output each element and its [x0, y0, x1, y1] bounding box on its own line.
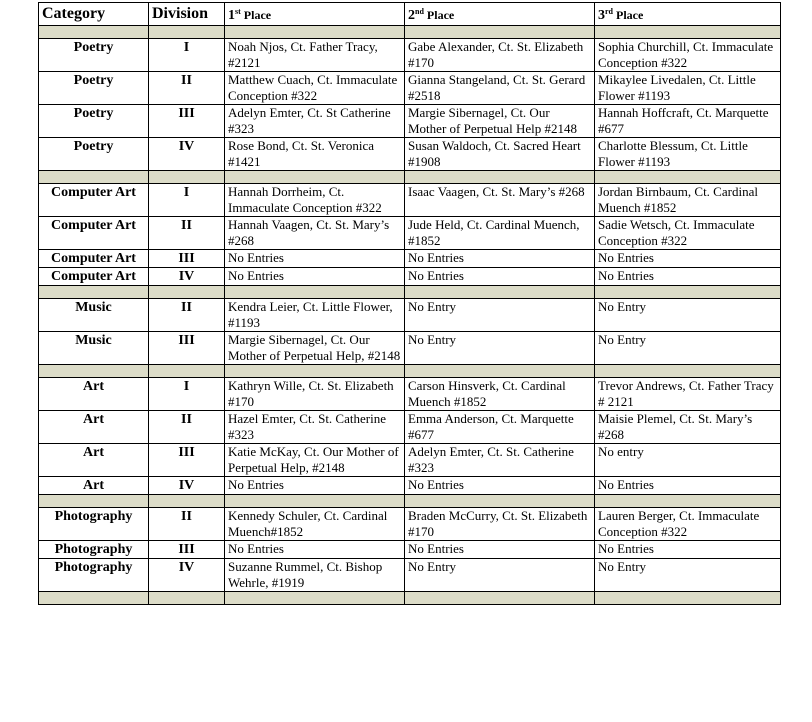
division-cell: II: [149, 508, 225, 541]
table-row: [39, 378, 781, 411]
division-cell: I: [149, 39, 225, 72]
table-row: [39, 138, 781, 171]
second-place-cell: Isaac Vaagen, Ct. St. Mary’s #268: [405, 184, 595, 217]
second-place-cell: Adelyn Emter, Ct. St. Catherine #323: [405, 444, 595, 477]
category-cell: Poetry: [39, 105, 149, 138]
third-place-cell: No Entries: [595, 541, 781, 559]
separator-cell: [225, 365, 405, 378]
header-third-sup: rd: [605, 7, 613, 16]
category-cell: Computer Art: [39, 250, 149, 268]
division-cell: II: [149, 411, 225, 444]
separator-cell: [149, 171, 225, 184]
division-cell: IV: [149, 268, 225, 286]
separator-cell: [405, 592, 595, 605]
separator-cell: [225, 495, 405, 508]
second-place-cell: Margie Sibernagel, Ct. Our Mother of Perpetual Help #2148: [405, 105, 595, 138]
first-place-cell: Kathryn Wille, Ct. St. Elizabeth #170: [225, 378, 405, 411]
table-row: [39, 411, 781, 444]
third-place-cell: Maisie Plemel, Ct. St. Mary’s #268: [595, 411, 781, 444]
second-place-cell: Gabe Alexander, Ct. St. Elizabeth #170: [405, 39, 595, 72]
second-place-cell: No Entries: [405, 250, 595, 268]
separator-cell: [225, 26, 405, 39]
second-place-cell: Jude Held, Ct. Cardinal Muench, #1852: [405, 217, 595, 250]
table-row: [39, 105, 781, 138]
table-row: [39, 72, 781, 105]
table-row: [39, 299, 781, 332]
second-place-cell: Susan Waldoch, Ct. Sacred Heart #1908: [405, 138, 595, 171]
category-cell: Poetry: [39, 39, 149, 72]
second-place-cell: No Entries: [405, 541, 595, 559]
division-cell: II: [149, 299, 225, 332]
separator-cell: [149, 592, 225, 605]
separator-cell: [595, 171, 781, 184]
separator-cell: [405, 171, 595, 184]
header-first-sup: st: [235, 7, 241, 16]
second-place-cell: Carson Hinsverk, Ct. Cardinal Muench #1852: [405, 378, 595, 411]
header-first-rest: Place: [240, 8, 272, 22]
third-place-cell: No Entry: [595, 559, 781, 592]
table-row: [39, 559, 781, 592]
first-place-cell: Noah Njos, Ct. Father Tracy, #2121: [225, 39, 405, 72]
second-place-cell: Emma Anderson, Ct. Marquette #677: [405, 411, 595, 444]
category-cell: Music: [39, 299, 149, 332]
category-cell: Art: [39, 444, 149, 477]
table-body: [39, 26, 781, 605]
third-place-cell: No Entries: [595, 268, 781, 286]
separator-cell: [595, 495, 781, 508]
separator-cell: [405, 495, 595, 508]
division-cell: III: [149, 332, 225, 365]
header-first-place: [225, 3, 405, 26]
third-place-cell: Jordan Birnbaum, Ct. Cardinal Muench #1852: [595, 184, 781, 217]
header-third-num: 3: [598, 8, 605, 23]
second-place-cell: No Entries: [405, 268, 595, 286]
third-place-cell: No Entries: [595, 250, 781, 268]
third-place-cell: Lauren Berger, Ct. Immaculate Conception #322: [595, 508, 781, 541]
separator-cell: [405, 286, 595, 299]
separator-cell: [149, 286, 225, 299]
third-place-cell: Sadie Wetsch, Ct. Immaculate Conception #322: [595, 217, 781, 250]
header-third-place: [595, 3, 781, 26]
header-second-rest: Place: [423, 8, 455, 22]
division-cell: II: [149, 217, 225, 250]
header-third-rest: Place: [613, 8, 644, 22]
division-cell: IV: [149, 477, 225, 495]
category-cell: Photography: [39, 541, 149, 559]
first-place-cell: Kennedy Schuler, Ct. Cardinal Muench#1852: [225, 508, 405, 541]
separator-cell: [39, 495, 149, 508]
division-cell: IV: [149, 559, 225, 592]
group-separator-row: [39, 171, 781, 184]
first-place-cell: Hazel Emter, Ct. St. Catherine #323: [225, 411, 405, 444]
table-row: [39, 268, 781, 286]
category-cell: Art: [39, 411, 149, 444]
third-place-cell: Hannah Hoffcraft, Ct. Marquette #677: [595, 105, 781, 138]
category-cell: Music: [39, 332, 149, 365]
separator-cell: [405, 26, 595, 39]
first-place-cell: Matthew Cuach, Ct. Immaculate Conception #322: [225, 72, 405, 105]
division-cell: II: [149, 72, 225, 105]
second-place-cell: No Entry: [405, 559, 595, 592]
header-row: [39, 3, 781, 26]
table-row: [39, 217, 781, 250]
separator-cell: [39, 365, 149, 378]
third-place-cell: No Entries: [595, 477, 781, 495]
table-row: [39, 332, 781, 365]
category-cell: Art: [39, 477, 149, 495]
header-division: Division: [149, 3, 225, 26]
category-cell: Poetry: [39, 72, 149, 105]
results-table: [38, 2, 781, 605]
third-place-cell: No Entry: [595, 332, 781, 365]
header-first-num: 1: [228, 8, 235, 23]
category-cell: Computer Art: [39, 184, 149, 217]
category-cell: Computer Art: [39, 217, 149, 250]
separator-cell: [595, 286, 781, 299]
first-place-cell: Hannah Vaagen, Ct. St. Mary’s #268: [225, 217, 405, 250]
separator-cell: [595, 26, 781, 39]
first-place-cell: Rose Bond, Ct. St. Veronica #1421: [225, 138, 405, 171]
separator-cell: [149, 495, 225, 508]
separator-cell: [39, 171, 149, 184]
separator-cell: [595, 365, 781, 378]
second-place-cell: Braden McCurry, Ct. St. Elizabeth #170: [405, 508, 595, 541]
first-place-cell: Margie Sibernagel, Ct. Our Mother of Perpetual Help, #2148: [225, 332, 405, 365]
category-cell: Computer Art: [39, 268, 149, 286]
separator-cell: [39, 26, 149, 39]
division-cell: III: [149, 250, 225, 268]
separator-cell: [595, 592, 781, 605]
group-separator-row: [39, 365, 781, 378]
category-cell: Poetry: [39, 138, 149, 171]
third-place-cell: Sophia Churchill, Ct. Immaculate Conception #322: [595, 39, 781, 72]
first-place-cell: Adelyn Emter, Ct. St Catherine #323: [225, 105, 405, 138]
division-cell: I: [149, 378, 225, 411]
header-second-sup: nd: [415, 7, 424, 16]
first-place-cell: Kendra Leier, Ct. Little Flower, #1193: [225, 299, 405, 332]
third-place-cell: Charlotte Blessum, Ct. Little Flower #1193: [595, 138, 781, 171]
division-cell: III: [149, 541, 225, 559]
separator-cell: [225, 592, 405, 605]
group-separator-row: [39, 592, 781, 605]
second-place-cell: Gianna Stangeland, Ct. St. Gerard #2518: [405, 72, 595, 105]
header-second-place: [405, 3, 595, 26]
category-cell: Photography: [39, 508, 149, 541]
separator-cell: [149, 26, 225, 39]
table-row: [39, 250, 781, 268]
table-row: [39, 184, 781, 217]
table-row: [39, 508, 781, 541]
group-separator-row: [39, 286, 781, 299]
separator-cell: [39, 592, 149, 605]
table-row: [39, 541, 781, 559]
third-place-cell: Mikaylee Livedalen, Ct. Little Flower #1193: [595, 72, 781, 105]
second-place-cell: No Entry: [405, 299, 595, 332]
division-cell: IV: [149, 138, 225, 171]
third-place-cell: No entry: [595, 444, 781, 477]
header-second-num: 2: [408, 8, 415, 23]
division-cell: III: [149, 105, 225, 138]
second-place-cell: No Entries: [405, 477, 595, 495]
group-separator-row: [39, 26, 781, 39]
third-place-cell: No Entry: [595, 299, 781, 332]
separator-cell: [149, 365, 225, 378]
first-place-cell: Hannah Dorrheim, Ct. Immaculate Conception #322: [225, 184, 405, 217]
separator-cell: [225, 286, 405, 299]
third-place-cell: Trevor Andrews, Ct. Father Tracy # 2121: [595, 378, 781, 411]
category-cell: Art: [39, 378, 149, 411]
header-category: Category: [39, 3, 149, 26]
first-place-cell: No Entries: [225, 268, 405, 286]
first-place-cell: Katie McKay, Ct. Our Mother of Perpetual Help, #2148: [225, 444, 405, 477]
group-separator-row: [39, 495, 781, 508]
table-row: [39, 444, 781, 477]
separator-cell: [39, 286, 149, 299]
division-cell: III: [149, 444, 225, 477]
second-place-cell: No Entry: [405, 332, 595, 365]
first-place-cell: No Entries: [225, 477, 405, 495]
first-place-cell: No Entries: [225, 250, 405, 268]
separator-cell: [405, 365, 595, 378]
first-place-cell: Suzanne Rummel, Ct. Bishop Wehrle, #1919: [225, 559, 405, 592]
division-cell: I: [149, 184, 225, 217]
table-row: [39, 477, 781, 495]
separator-cell: [225, 171, 405, 184]
first-place-cell: No Entries: [225, 541, 405, 559]
category-cell: Photography: [39, 559, 149, 592]
table-row: [39, 39, 781, 72]
